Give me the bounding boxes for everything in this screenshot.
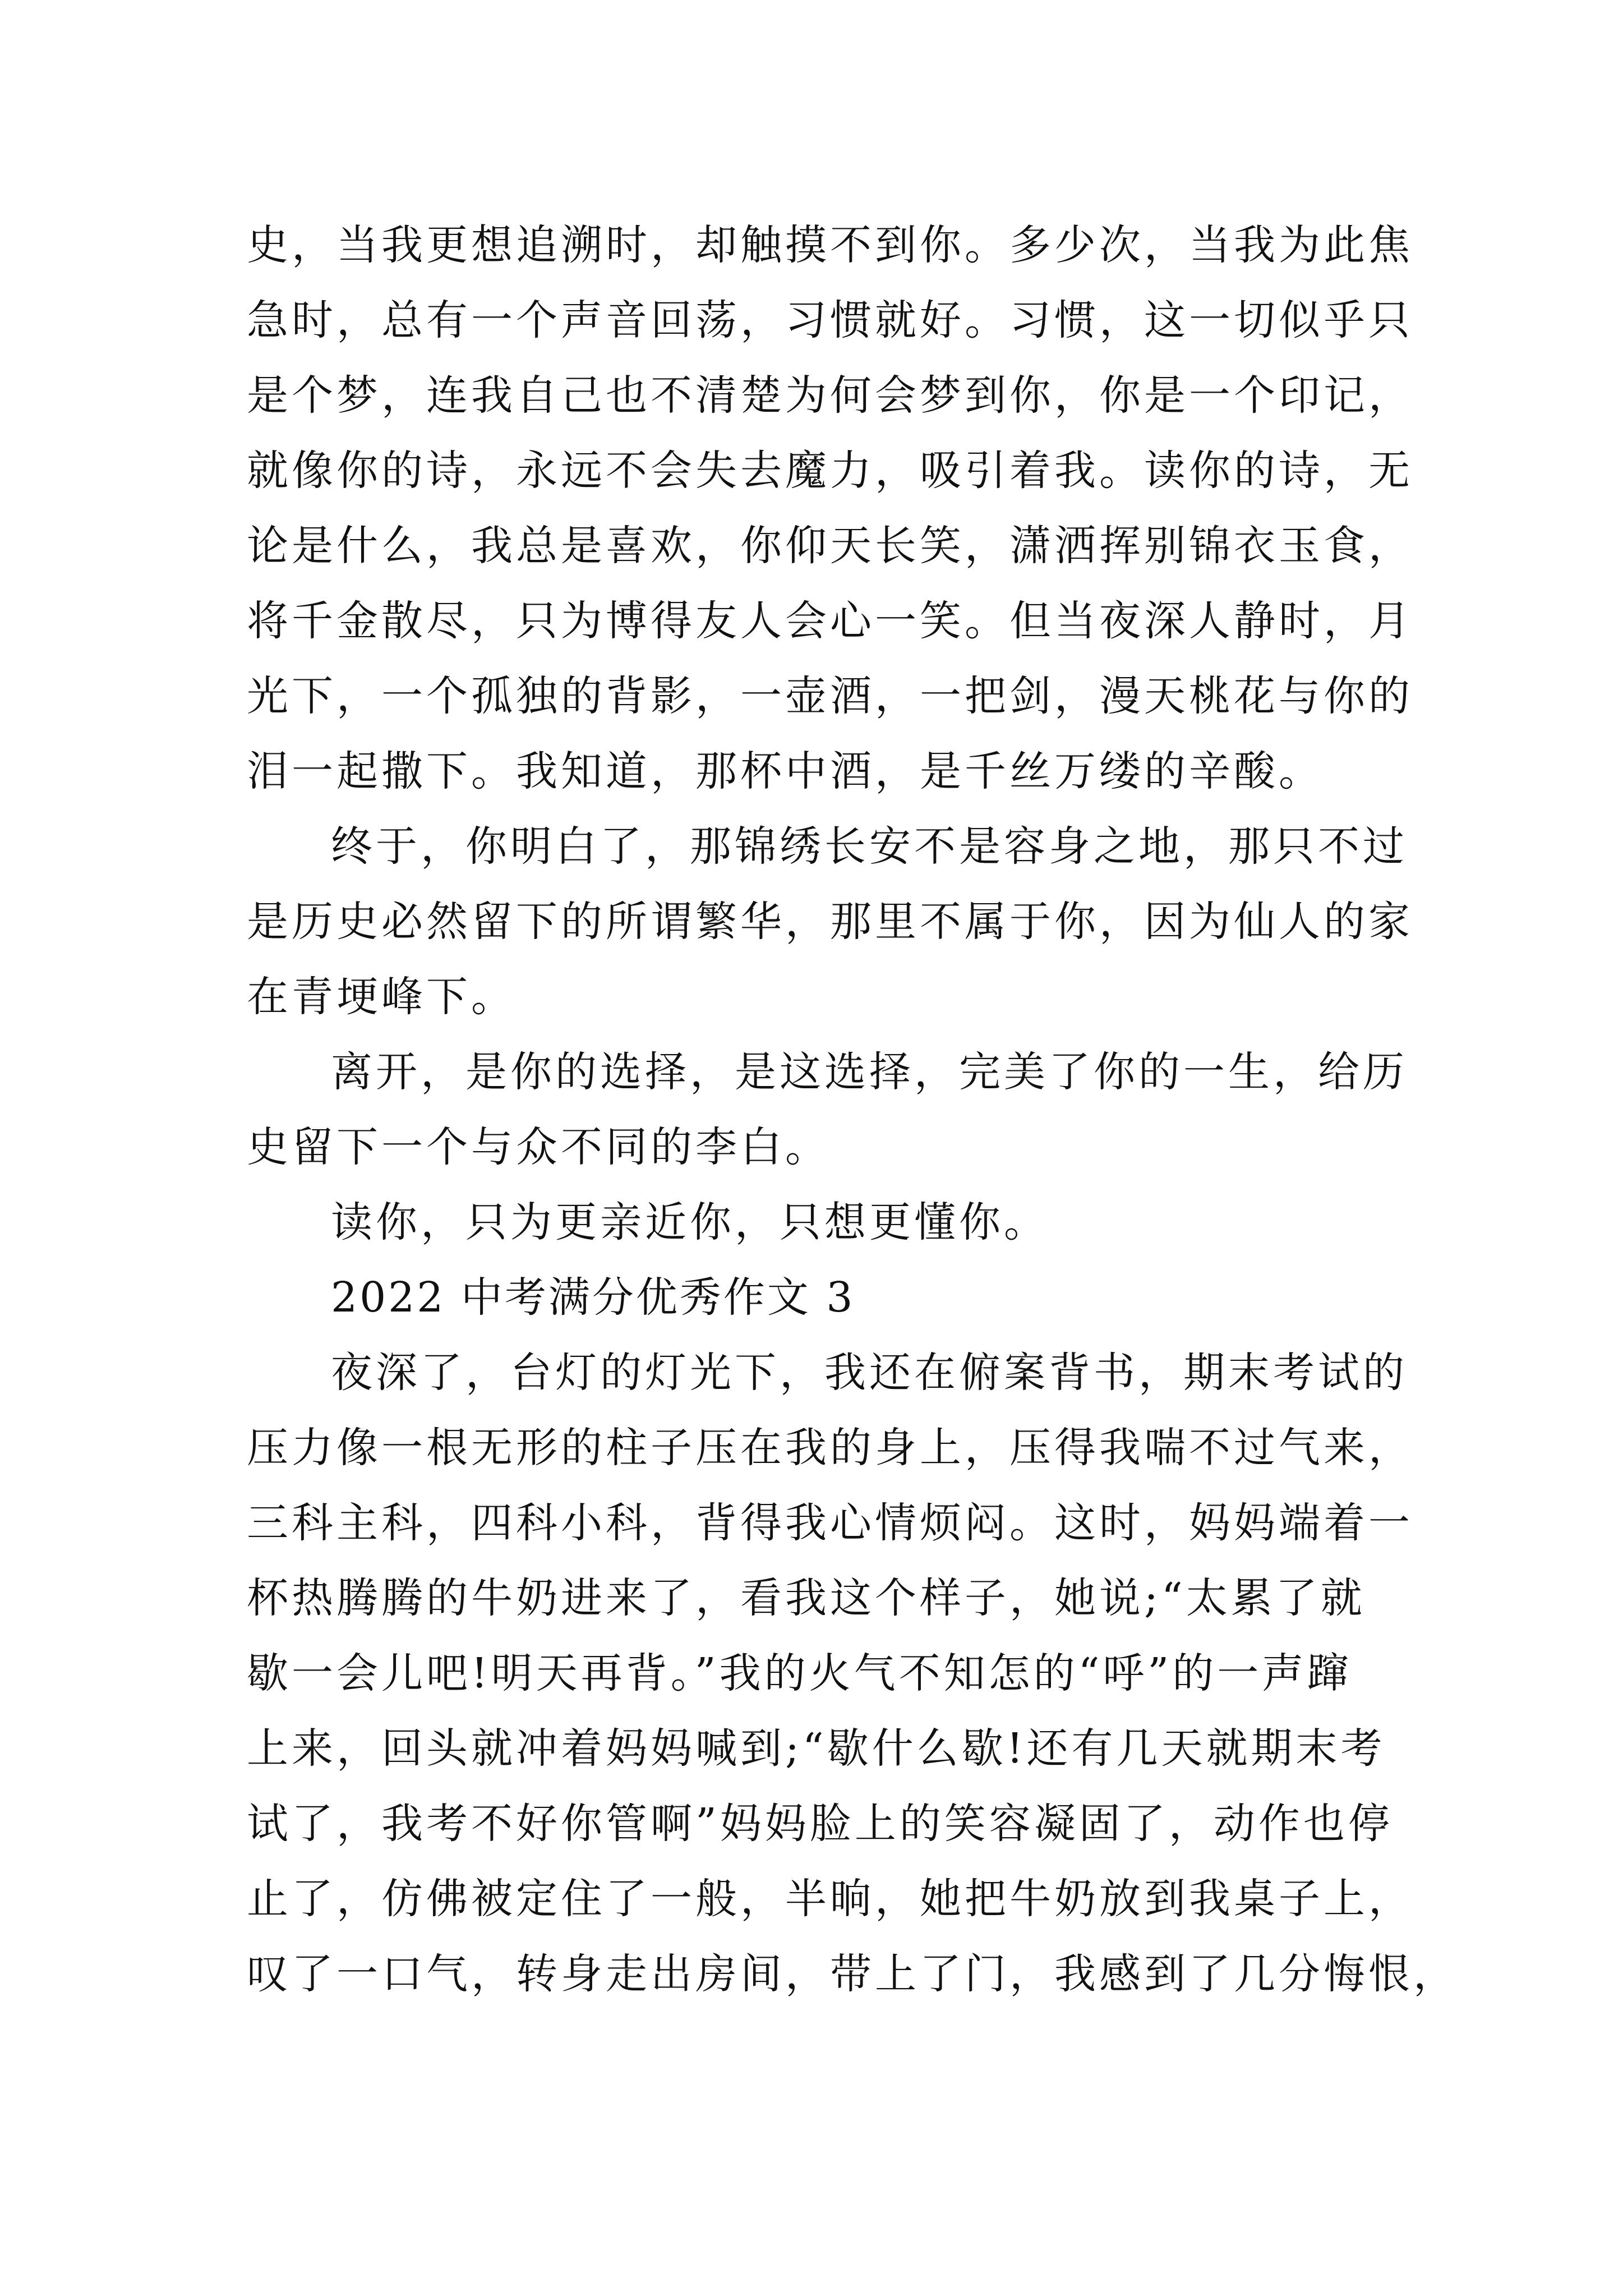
text-line: 终于，你明白了，那锦绣长安不是容身之地，那只不过 (331, 822, 1408, 871)
text-line: 史留下一个与众不同的李白。 (247, 1123, 830, 1171)
text-line: 光下，一个孤独的背影，一壶酒，一把剑，漫天桃花与你的 (247, 672, 1413, 720)
text-line: 试了，我考不好你管啊”妈妈脸上的笑容凝固了，动作也停 (247, 1800, 1393, 1848)
text-line: 急时，总有一个声音回荡，习惯就好。习惯，这一切似乎只 (247, 296, 1413, 344)
text-line: 就像你的诗，永远不会失去魔力，吸引着我。读你的诗，无 (247, 447, 1413, 495)
text-line: 压力像一根无形的柱子压在我的身上，压得我喘不过气来， (247, 1424, 1413, 1472)
text-line: 三科主科，四科小科，背得我心情烦闷。这时，妈妈端着一 (247, 1499, 1413, 1547)
text-line: 叹了一口气，转身走出房间，带上了门，我感到了几分悔恨， (247, 1950, 1458, 1998)
paragraph (247, 809, 1413, 1034)
text-line: 离开，是你的选择，是这选择，完美了你的一生，给历 (331, 1048, 1408, 1096)
paragraph (247, 1335, 1458, 2012)
paragraph (247, 208, 1413, 809)
text-line: 在青埂峰下。 (247, 973, 516, 1021)
text-line: 论是什么，我总是喜欢，你仰天长笑，潇洒挥别锦衣玉食， (247, 522, 1413, 570)
text-line: 读你，只为更亲近你，只想更懂你。 (331, 1198, 1049, 1246)
text-line: 止了，仿佛被定住了一般，半晌，她把牛奶放到我桌子上， (247, 1875, 1413, 1923)
text-line: 将千金散尽，只为博得友人会心一笑。但当夜深人静时，月 (247, 597, 1413, 645)
text-line: 上来，回头就冲着妈妈喊到;“歇什么歇!还有几天就期末考 (247, 1724, 1386, 1773)
text-line: 泪一起撒下。我知道，那杯中酒，是千丝万缕的辛酸。 (247, 747, 1324, 795)
paragraph (247, 1034, 1408, 1185)
text-line: 杯热腾腾的牛奶进来了，看我这个样子，她说;“太累了就 (247, 1574, 1366, 1622)
document-body (247, 208, 1458, 2012)
section-heading: 2022 中考满分优秀作文 3 (331, 1273, 855, 1322)
text-line: 是个梦，连我自己也不清楚为何会梦到你，你是一个印记， (247, 371, 1413, 420)
text-line: 史，当我更想追溯时，却触摸不到你。多少次，当我为此焦 (247, 221, 1413, 269)
text-line: 夜深了，台灯的灯光下，我还在俯案背书，期末考试的 (331, 1349, 1408, 1397)
paragraph (247, 1185, 1385, 1260)
text-line: 歇一会儿吧!明天再背。”我的火气不知怎的“呼”的一声蹿 (247, 1649, 1352, 1697)
text-line: 是历史必然留下的所谓繁华，那里不属于你，因为仙人的家 (247, 898, 1413, 946)
